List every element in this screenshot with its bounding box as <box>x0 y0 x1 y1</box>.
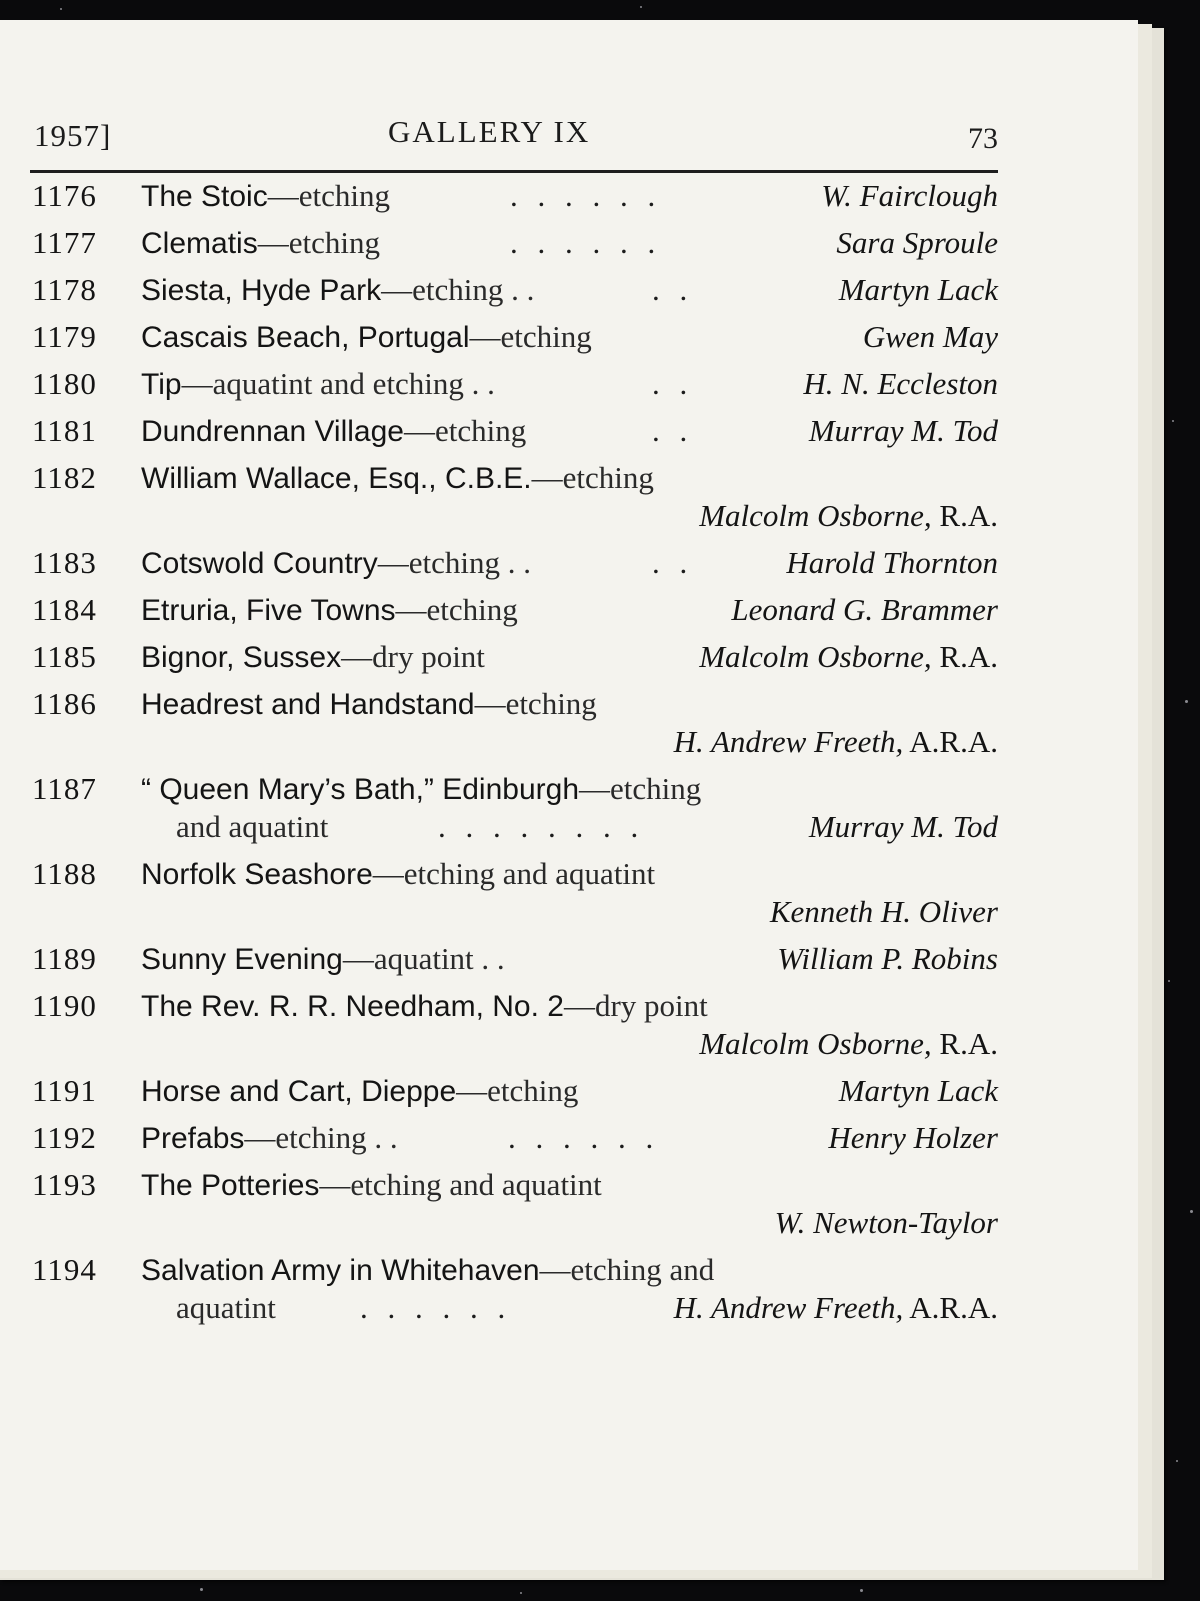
entry-number: 1180 <box>32 366 97 401</box>
entry-number: 1177 <box>32 225 97 260</box>
entry-artist: H. N. Eccleston <box>803 366 998 401</box>
entry-number: 1185 <box>32 639 97 674</box>
entry-title: Siesta, Hyde Park—etching . . <box>141 272 535 307</box>
entry-number: 1193 <box>32 1167 97 1202</box>
entry-medium: —etching and <box>539 1252 715 1287</box>
entry-number: 1181 <box>32 413 97 448</box>
entry-number: 1188 <box>32 856 97 891</box>
entry-artist: Martyn Lack <box>838 272 998 307</box>
entry-artist: Sara Sproule <box>836 225 998 260</box>
entry-artist: Malcolm Osborne, R.A. <box>699 498 998 533</box>
entry-number: 1194 <box>32 1252 97 1287</box>
list-item <box>30 941 998 988</box>
entry-artist: Kenneth H. Oliver <box>769 894 998 929</box>
entry-artist: H. Andrew Freeth, A.R.A. <box>673 1290 998 1325</box>
list-item <box>30 178 998 225</box>
leader-dots: . . <box>652 272 694 307</box>
entry-title: The Rev. R. R. Needham, No. 2—dry point <box>141 988 708 1023</box>
entry-medium: —etching . . <box>381 272 535 307</box>
entry-medium: —etching and aquatint <box>319 1167 602 1202</box>
entry-artist: Murray M. Tod <box>808 413 998 448</box>
page-header <box>30 112 998 168</box>
list-item <box>30 1120 998 1167</box>
list-item <box>30 460 998 545</box>
entry-medium: —etching <box>267 178 390 213</box>
entry-medium: —etching and aquatint <box>372 856 656 891</box>
entry-title: William Wallace, Esq., C.B.E.—etching <box>141 460 654 495</box>
entry-artist: Henry Holzer <box>828 1120 998 1155</box>
entry-artist: Murray M. Tod <box>808 809 998 844</box>
leader-dots: . . . . . . <box>360 1290 512 1325</box>
entry-medium: —etching <box>456 1073 579 1108</box>
entry-title: Cotswold Country—etching . . <box>141 545 532 580</box>
list-item <box>30 988 998 1073</box>
entry-title: Horse and Cart, Dieppe—etching <box>141 1073 579 1108</box>
entry-artist: Leonard G. Brammer <box>731 592 998 627</box>
entry-title: Etruria, Five Towns—etching <box>141 592 518 627</box>
entry-medium: —etching <box>474 686 597 721</box>
entry-artist: H. Andrew Freeth, A.R.A. <box>673 724 998 759</box>
leader-dots: . . . . . . <box>510 225 662 260</box>
entry-number: 1186 <box>32 686 97 721</box>
entry-title: Salvation Army in Whitehaven—etching and <box>141 1252 715 1287</box>
entry-number: 1178 <box>32 272 97 307</box>
entry-medium: —etching . . <box>244 1120 398 1155</box>
list-item <box>30 856 998 941</box>
header-title: GALLERY IX <box>388 114 591 149</box>
entry-list <box>30 178 998 1337</box>
list-item <box>30 639 998 686</box>
entry-number: 1183 <box>32 545 97 580</box>
entry-medium: —dry point <box>563 988 708 1023</box>
entry-medium: —etching <box>403 413 527 448</box>
header-year: 1957] <box>34 118 112 153</box>
entry-title: “ Queen Mary’s Bath,” Edinburgh—etching <box>141 771 702 806</box>
entry-number: 1187 <box>32 771 97 806</box>
entry-medium: —etching <box>257 225 380 260</box>
entry-title: The Potteries—etching and aquatint <box>141 1167 602 1202</box>
list-item <box>30 1167 998 1252</box>
entry-artist: Malcolm Osborne, R.A. <box>699 639 998 674</box>
entry-number: 1192 <box>32 1120 97 1155</box>
entry-artist: Martyn Lack <box>838 1073 998 1108</box>
leader-dots: . . <box>652 366 694 401</box>
entry-artist: Gwen May <box>862 319 998 354</box>
entry-number: 1189 <box>32 941 97 976</box>
entry-medium: —etching <box>395 592 518 627</box>
entry-title: Bignor, Sussex—dry point <box>141 639 485 674</box>
entry-artist: William P. Robins <box>777 941 998 976</box>
list-item <box>30 413 998 460</box>
entry-medium: —aquatint and etching . . <box>181 366 495 401</box>
entry-title: Prefabs—etching . . <box>141 1120 398 1155</box>
list-item <box>30 319 998 366</box>
entry-number: 1179 <box>32 319 97 354</box>
entry-title-continuation: aquatint <box>176 1290 276 1325</box>
entry-artist: Malcolm Osborne, R.A. <box>699 1026 998 1061</box>
leader-dots: . . <box>652 413 694 448</box>
entry-title: Tip—aquatint and etching . . <box>141 366 495 401</box>
list-item <box>30 366 998 413</box>
entry-title: The Stoic—etching <box>141 178 390 213</box>
leader-dots: . . . . . . <box>508 1120 660 1155</box>
entry-medium: —etching <box>469 319 592 354</box>
entry-number: 1190 <box>32 988 97 1023</box>
entry-number: 1176 <box>32 178 97 213</box>
entry-title: Cascais Beach, Portugal—etching <box>141 319 592 354</box>
entry-number: 1184 <box>32 592 97 627</box>
entry-title: Headrest and Handstand—etching <box>141 686 597 721</box>
entry-number: 1182 <box>32 460 97 495</box>
entry-medium: —dry point <box>341 639 485 674</box>
leader-dots: . . . . . . . . <box>438 809 645 844</box>
entry-artist: W. Fairclough <box>821 178 998 213</box>
entry-artist: W. Newton-Taylor <box>774 1205 998 1240</box>
list-item <box>30 1073 998 1120</box>
leader-dots: . . <box>652 545 694 580</box>
entry-medium: —etching <box>579 771 702 806</box>
entry-title-continuation: and aquatint <box>176 809 329 844</box>
list-item <box>30 272 998 319</box>
list-item <box>30 686 998 771</box>
list-item <box>30 771 998 856</box>
entry-title: Dundrennan Village—etching <box>141 413 527 448</box>
page-number: 73 <box>968 122 998 155</box>
entry-title: Sunny Evening—aquatint . . <box>141 941 505 976</box>
entry-artist: Harold Thornton <box>786 545 998 580</box>
entry-title: Clematis—etching <box>141 225 380 260</box>
entry-medium: —aquatint . . <box>342 941 505 976</box>
entry-medium: —etching . . <box>377 545 532 580</box>
entry-medium: —etching <box>531 460 654 495</box>
list-item <box>30 545 998 592</box>
leader-dots: . . . . . . <box>510 178 662 213</box>
list-item <box>30 1252 998 1337</box>
entry-number: 1191 <box>32 1073 97 1108</box>
list-item <box>30 592 998 639</box>
list-item <box>30 225 998 272</box>
header-rule <box>30 170 998 173</box>
entry-title: Norfolk Seashore—etching and aquatint <box>141 856 656 891</box>
